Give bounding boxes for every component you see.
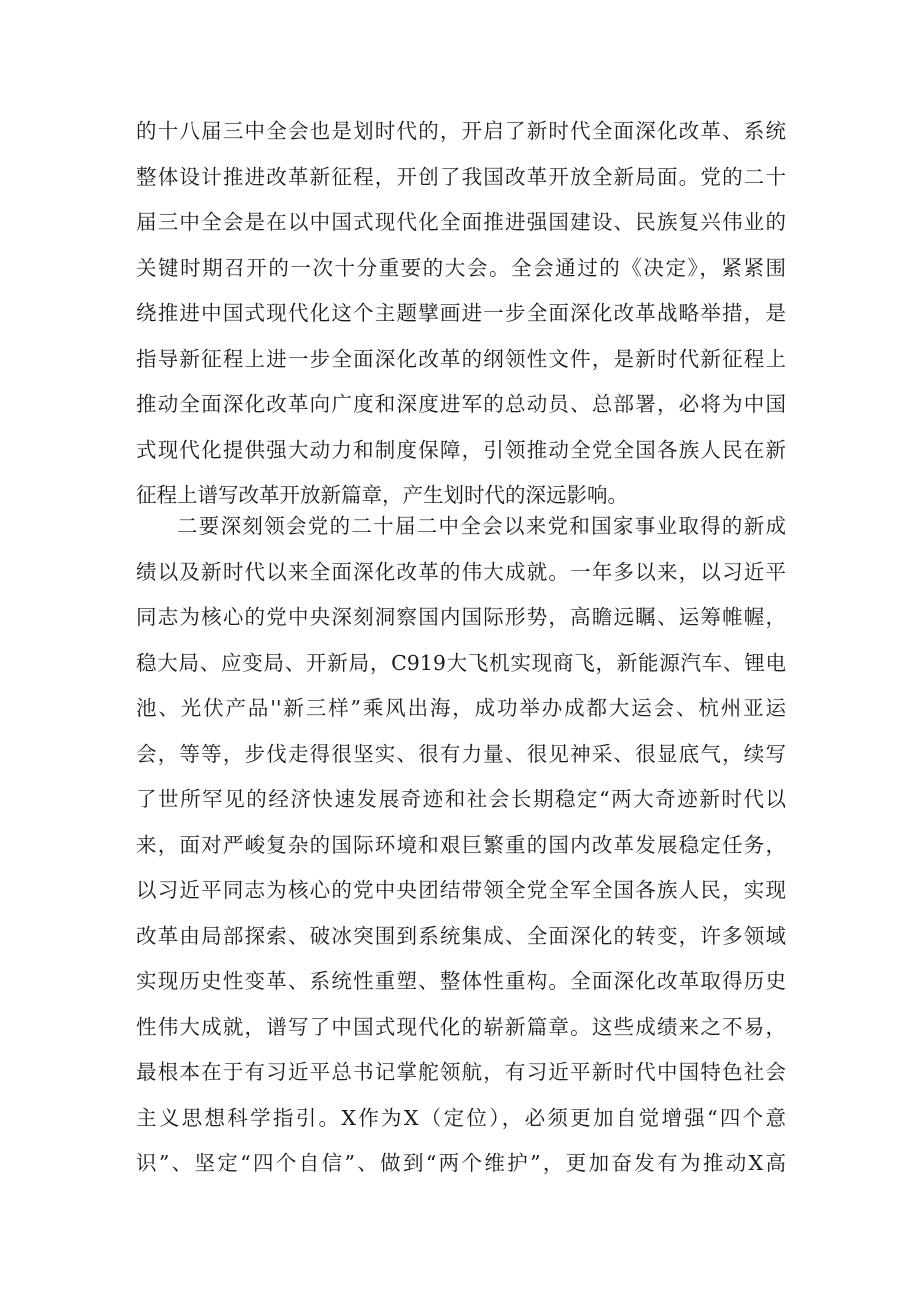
paragraph-2 [136,504,786,1187]
paragraph-line: 性伟大成就，谱写了中国式现代化的崭新篇章。这些成绩来之不易， [136,1014,786,1039]
paragraph-line: 关键时期召开的一次十分重要的大会。全会通过的《决定》，紧紧围 [136,255,786,280]
paragraph-line: 来，面对严峻复杂的国际环境和艰巨繁重的国内改革发展稳定任务， [136,832,786,857]
paragraph-1 [136,109,786,519]
paragraph-line: 识”、坚定“四个自信”、做到“两个维护”，更加奋发有为推动X高 [136,1151,786,1175]
paragraph-line: 最根本在于有习近平总书记掌舵领航，有习近平新时代中国特色社会 [136,1060,786,1084]
paragraph-line: 实现历史性变革、系统性重塑、整体性重构。全面深化改革取得历史 [136,969,786,993]
paragraph-line: 二要深刻领会党的二十届二中全会以来党和国家事业取得的新成 [177,514,786,538]
paragraph-line: 届三中全会是在以中国式现代化全面推进强国建设、民族复兴伟业的 [136,210,786,234]
paragraph-line: 同志为核心的党中央深刻洞察国内国际形势，高瞻远瞩、运筹帷幄， [136,605,786,629]
paragraph-line: 式现代化提供强大动力和制度保障，引领推动全党全国各族人民在新 [136,437,786,462]
paragraph-line: 以习近平同志为核心的党中央团结带领全党全军全国各族人民，实现 [136,878,786,902]
paragraph-line: 稳大局、应变局、开新局，C919大飞机实现商飞，新能源汽车、锂电 [136,650,786,675]
paragraph-line: 绕推进中国式现代化这个主题擘画进一步全面深化改革战略举措，是 [136,301,786,325]
paragraph-line: 改革由局部探索、破冰突围到系统集成、全面深化的转变，许多领域 [136,923,786,948]
paragraph-line: 推动全面深化改革向广度和深度进军的总动员、总部署，必将为中国 [136,392,786,416]
paragraph-line: 指导新征程上进一步全面深化改革的纲领性文件，是新时代新征程上 [136,346,786,371]
paragraph-line: 会，等等，步伐走得很坚实、很有力量、很见神采、很显底气，续写 [136,741,786,766]
paragraph-line: 绩以及新时代以来全面深化改革的伟大成就。一年多以来，以习近平 [136,559,786,584]
paragraph-line: 池、光伏产品''新三样”乘风出海，成功举办成都大运会、杭州亚运 [136,696,786,720]
paragraph-line: 征程上谱写改革开放新篇章，产生划时代的深远影响。 [136,483,628,507]
paragraph-line: 的十八届三中全会也是划时代的，开启了新时代全面深化改革、系统 [136,119,786,143]
paragraph-line: 了世所罕见的经济快速发展奇迹和社会长期稳定“两大奇迹新时代以 [136,787,786,811]
paragraph-line: 整体设计推进改革新征程，开创了我国改革开放全新局面。党的二十 [136,164,786,189]
paragraph-line: 主义思想科学指引。X作为X（定位），必须更加自觉增强“四个意 [136,1105,786,1130]
